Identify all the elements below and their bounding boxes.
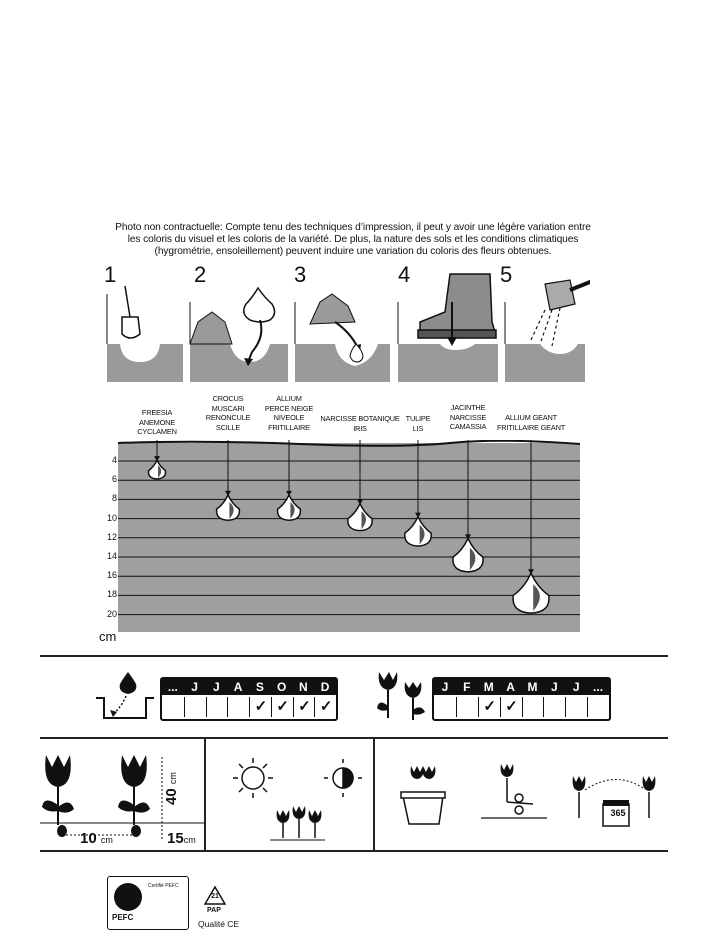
recycling-code: 21 (211, 893, 219, 900)
depth-tick-label: 16 (106, 570, 117, 581)
soil-step-3 (295, 344, 390, 382)
exposure-illustration (215, 750, 370, 850)
depth-tick-label: 12 (106, 531, 117, 542)
bulb-icon (244, 288, 275, 322)
calendar-cell (162, 697, 184, 717)
depth-tick-label: 14 (106, 551, 117, 561)
step-number: 5 (500, 262, 513, 287)
calendar-month-header (162, 679, 336, 695)
tulip-icon (375, 668, 429, 724)
spacing-height: 40 cm (163, 772, 180, 805)
pefc-label: PEFC (112, 913, 134, 922)
flowering-calendar (432, 677, 611, 721)
calendar-month-label: J (191, 680, 198, 694)
depth-tick-label: 4 (111, 455, 117, 465)
planting-pot-icon (94, 668, 156, 726)
spacing-distance: 10 cm (80, 830, 113, 847)
step-number: 4 (398, 262, 411, 287)
depth-tick-label: 10 (106, 512, 117, 523)
step-number: 3 (294, 262, 307, 287)
bulb-variety-label: ALLIUM GEANT FRITILLAIRE GEANT (496, 413, 566, 432)
pefc-logo-icon (114, 883, 142, 911)
divider (373, 737, 375, 850)
calendar-checked-cell: ✓ (500, 697, 523, 717)
perennial-icon (573, 776, 656, 826)
boot-icon (418, 274, 496, 338)
disclaimer-text: Photo non contractuelle: Compte tenu des techniques d’impression, il peut y avoir une légère variation entre les coloris du visuel et les coloris de la variété. De plus, la nature des sols et les conditions climatiques (hygrométrie, ensoleillement) peuvent induire une variation du coloris des fleurs obtenues. (115, 222, 591, 257)
calendar-month-label: A (233, 680, 243, 694)
calendar-month-label: S (255, 680, 264, 694)
divider (40, 850, 668, 852)
pefc-certification-box (107, 876, 189, 930)
calendar-cell (565, 697, 588, 717)
calendar-cell (522, 697, 545, 717)
calendar-checked-cell: ✓ (293, 697, 316, 717)
calendar-month-label: A (506, 680, 515, 694)
bulb-variety-label: CROCUS MUSCARI RENONCULE SCILLE (205, 394, 251, 432)
bulb-variety-label: FREESIA ANEMONE CYCLAMEN (137, 408, 177, 436)
soil-step-1 (107, 344, 183, 382)
planting-calendar (160, 677, 338, 721)
calendar-cell (206, 697, 229, 717)
calendar-month-label: M (483, 680, 494, 694)
cut-flower-icon (481, 764, 547, 818)
pot-icon (401, 766, 445, 824)
calendar-checked-cell: ✓ (249, 697, 272, 717)
step-number: 2 (194, 262, 207, 287)
calendar-cell (434, 697, 456, 717)
trowel-icon (122, 286, 140, 338)
planting-steps-illustration (100, 262, 590, 388)
divider (40, 655, 668, 657)
bulb-variety-label: NARCISSE BOTANIQUE IRIS (320, 414, 400, 433)
calendar-checked-cell: ✓ (314, 697, 337, 717)
depth-tick-label: 18 (106, 589, 117, 600)
depth-tick-label: 6 (111, 474, 117, 485)
calendar-cell (227, 697, 250, 717)
calendar-cell (184, 697, 207, 717)
calendar-checked-cell: ✓ (271, 697, 294, 717)
soil-mound-icon (310, 294, 355, 324)
bulb-variety-label: ALLIUM PERCE NEIGE NIVEOLE FRITILLAIRE (264, 394, 314, 432)
uses-illustration (395, 760, 670, 835)
soil-step-4 (398, 344, 498, 382)
sun-icon (233, 758, 273, 798)
soil-mound-icon (190, 312, 232, 344)
bulb-icon (350, 344, 363, 362)
bulb-variety-label: TULIPE LIS (405, 414, 431, 433)
calendar-month-label: D (320, 680, 330, 694)
depth-tick-label: 8 (111, 493, 117, 504)
calendar-month-label: J (550, 680, 558, 694)
calendar-365-badge: 365 (610, 808, 626, 818)
calendar-month-label: ... (167, 680, 178, 694)
arrow-icon (248, 320, 261, 362)
bulb-variety-label: JACINTHE NARCISSE CAMASSIA (449, 403, 487, 431)
calendar-month-label: O (276, 680, 287, 694)
calendar-month-header (434, 679, 609, 695)
calendar-month-label: J (213, 680, 220, 694)
calendar-month-label: M (527, 680, 538, 694)
calendar-cell (456, 697, 479, 717)
recycling-material: PAP (207, 907, 221, 914)
calendar-month-label: J (572, 680, 580, 694)
calendar-month-label: N (299, 680, 308, 694)
watering-can-icon (530, 280, 590, 346)
soil-step-5 (505, 344, 585, 382)
calendar-month-label: F (463, 680, 471, 694)
calendar-cell (543, 697, 566, 717)
half-sun-icon (324, 759, 362, 797)
calendar-month-label: J (441, 680, 449, 694)
spacing-depth: 15cm (167, 830, 196, 847)
pefc-certified-text: Certifié PEFC (148, 883, 179, 889)
calendar-cell (587, 697, 610, 717)
calendar-checked-cell: ✓ (478, 697, 501, 717)
calendar-month-label: ... (593, 680, 604, 694)
step-number: 1 (104, 262, 117, 287)
depth-unit: cm (99, 629, 117, 644)
depth-tick-label: 20 (106, 608, 117, 619)
soil-step-2 (190, 344, 288, 382)
quality-label: Qualité CE (198, 919, 240, 929)
divider (40, 737, 668, 739)
